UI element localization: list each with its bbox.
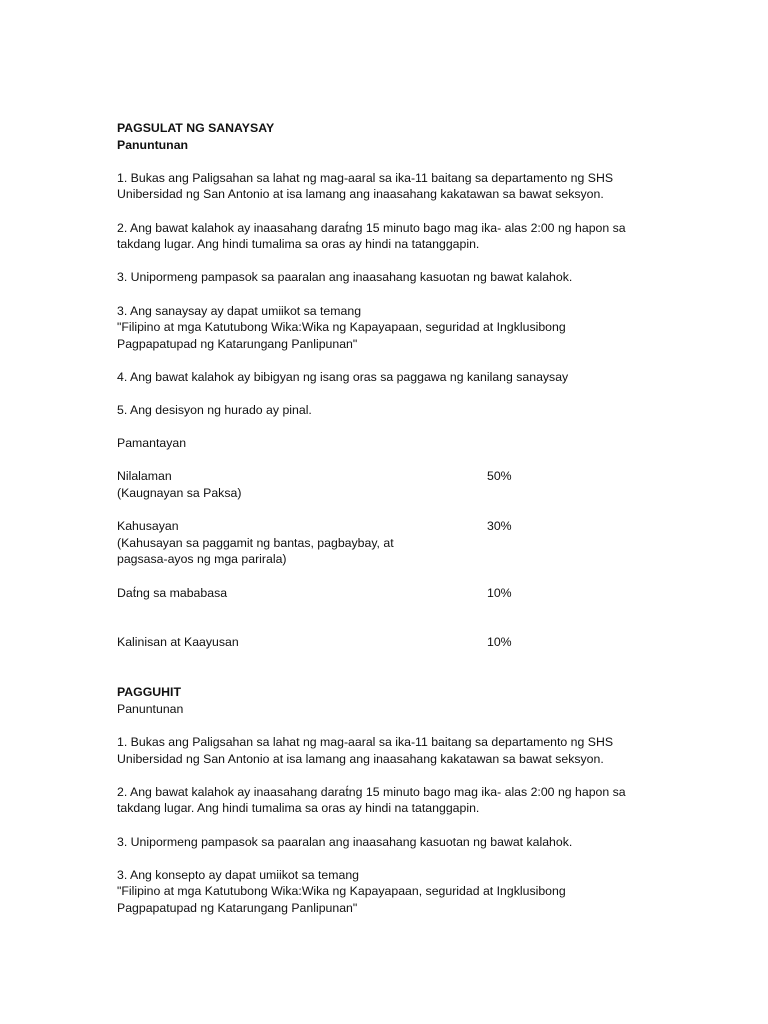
criteria-percent: 10% [487, 635, 512, 650]
criteria-heading: Pamantayan [117, 436, 187, 451]
criteria-note: (Kahusayan sa paggamit ng bantas, pagbaybay, at [117, 535, 394, 550]
rule-4-line-2: "Filipino at mga Katutubong Wika:Wika ng Kapayapaan, seguridad at Ingklusibong [117, 320, 566, 335]
subheading-panuntunan-pagguhit: Panuntunan [117, 701, 184, 716]
subheading-panuntunan: Panuntunan [117, 137, 189, 152]
criteria-row-dating [117, 585, 677, 602]
rule-1-line-1: 1. Bukas ang Paligsahan sa lahat ng mag-aaral sa ika-11 baitang sa departamento ng SHS [117, 170, 614, 185]
pagguhit-rule-3: 3. Unipormeng pampasok sa paaralan ang inaasahang kasuotan ng bawat kalahok. [117, 834, 573, 849]
rule-2-line-2: takdang lugar. Ang hindi tumalima sa oras ay hindi na tatanggapin. [117, 237, 480, 252]
criteria-label: Dat́ng sa mababasa [117, 585, 228, 600]
rule-4-line-3: Pagpapatupad ng Katarungang Panlipunan" [117, 336, 358, 351]
rule-1-line-2: Unibersidad ng San Antonio at isa lamang ang inaasahang kakatawan sa bawat seksyon. [117, 187, 604, 202]
rule-2-line-1: 2. Ang bawat kalahok ay inaasahang darat́ng 15 minuto bago mag ika- alas 2:00 ng hapon sa [117, 220, 626, 235]
criteria-percent: 30% [487, 519, 512, 534]
pagguhit-rule-2-line-2: takdang lugar. Ang hindi tumalima sa oras ay hindi na tatanggapin. [117, 801, 480, 816]
rule-5: 4. Ang bawat kalahok ay bibigyan ng isang oras sa paggawa ng kanilang sanaysay [117, 369, 569, 384]
section-title-sanaysay: PAGSULAT NG SANAYSAY [117, 121, 275, 135]
pagguhit-rule-4-line-3: Pagpapatupad ng Katarungang Panlipunan" [117, 900, 358, 915]
pagguhit-rule-4-line-1: 3. Ang konsepto ay dapat umiikot sa temang [117, 867, 359, 882]
rule-6: 5. Ang desisyon ng hurado ay pinal. [117, 403, 312, 418]
criteria-label: Kahusayan [117, 519, 179, 534]
criteria-note: pagsasa-ayos ng mga parirala) [117, 552, 287, 567]
criteria-row-nilalaman [117, 468, 677, 485]
criteria-row-kalinisan [117, 634, 677, 651]
criteria-row-kahusayan [117, 518, 677, 535]
rule-4-line-1: 3. Ang sanaysay ay dapat umiikot sa temang [117, 303, 362, 318]
criteria-percent: 10% [487, 585, 512, 600]
document-page [117, 120, 677, 917]
criteria-note: (Kaugnayan sa Paksa) [117, 486, 242, 501]
pagguhit-rule-2-line-1: 2. Ang bawat kalahok ay inaasahang darat́ng 15 minuto bago mag ika- alas 2:00 ng hapon sa [117, 784, 626, 799]
pagguhit-rule-1-line-1: 1. Bukas ang Paligsahan sa lahat ng mag-aaral sa ika-11 baitang sa departamento ng SHS [117, 734, 614, 749]
pagguhit-rule-4-line-2: "Filipino at mga Katutubong Wika:Wika ng Kapayapaan, seguridad at Ingklusibong [117, 884, 566, 899]
criteria-label: Nilalaman [117, 469, 172, 484]
rule-3: 3. Unipormeng pampasok sa paaralan ang inaasahang kasuotan ng bawat kalahok. [117, 270, 573, 285]
pagguhit-rule-1-line-2: Unibersidad ng San Antonio at isa lamang ang inaasahang kakatawan sa bawat seksyon. [117, 751, 604, 766]
criteria-label: Kalinisan at Kaayusan [117, 635, 239, 650]
section-title-pagguhit: PAGGUHIT [117, 685, 181, 700]
criteria-percent: 50% [487, 469, 512, 484]
